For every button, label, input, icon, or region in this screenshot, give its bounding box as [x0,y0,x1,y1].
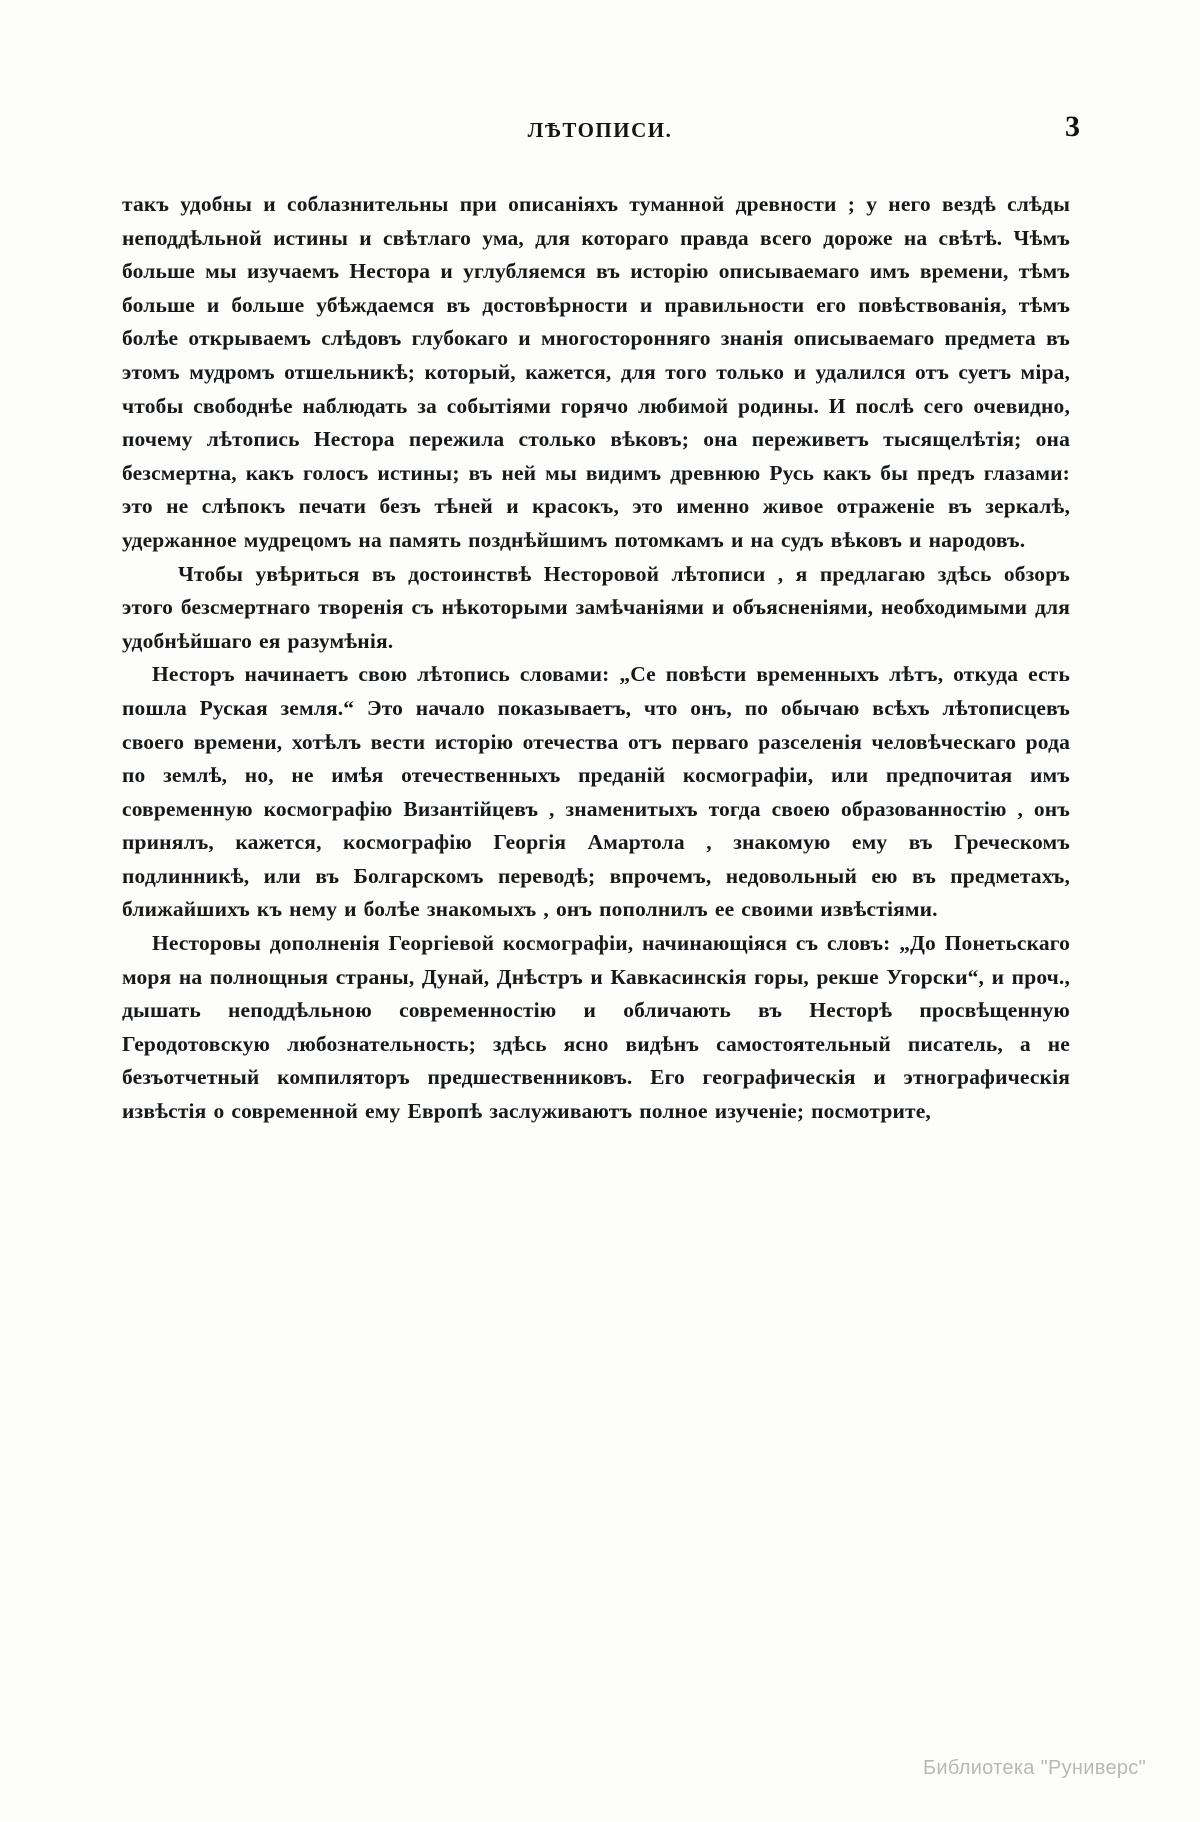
paragraph-1: такъ удобны и соблазнительны при описаніяхъ туманной древности ; у него вездѣ слѣды неподдѣльной истины и свѣтлаго ума, для котораго правда всего дороже на свѣтѣ. Чѣмъ больше мы изучаемъ Нестора и углубляемся въ исторію описываемаго имъ времени, тѣмъ больше и больше убѣждаемся въ достовѣрности и правильности его повѣствованія, тѣмъ болѣе открываемъ слѣдовъ глубокаго и многосторонняго знанія описываемаго предмета въ этомъ мудромъ отшельникѣ; который, кажется, для того только и удалился отъ суетъ міра, чтобы свободнѣе наблюдать за событіями горячо любимой родины. И послѣ сего очевидно, почему лѣтопись Нестора пережила столько вѣковъ; она переживетъ тысящелѣтія; она безсмертна, какъ голосъ истины; въ ней мы видимъ древнюю Русь какъ бы предъ глазами: это не слѣпокъ печати безъ тѣней и красокъ, это именно живое отраженіе въ зеркалѣ, удержанное мудрецомъ на память позднѣйшимъ потомкамъ и на судъ вѣковъ и народовъ. [122,192,1070,552]
running-head: ЛѢТОПИСИ. [527,118,673,142]
page-number: 3 [1065,110,1080,143]
page-header [120,110,1080,158]
paragraph-4: Несторовы дополненія Георгіевой космографіи, начинающіяся съ словъ: „До Понетьскаго моря на полнощныя страны, Дунай, Днѣстръ и Кавкасинскія горы, рекше Угорски“, и проч., дышать неподдѣльною современностію и обличають въ Несторѣ просвѣщенную Геродотовскую любознательность; здѣсь ясно видѣнъ самостоятельный писатель, а не безъотчетный компиляторъ предшественниковъ. Его географическія и этнографическія извѣстія о современной ему Европѣ заслуживаютъ полное изученіе; посмотрите, [122,931,1070,1124]
body-text [122,188,1070,1129]
paragraph-3: Несторъ начинаетъ свою лѣтопись словами: „Се повѣсти временныхъ лѣтъ, откуда есть пошла Руская земля.“ Это начало показываетъ, что онъ, по обычаю всѣхъ лѣтописцевъ своего времени, хотѣлъ вести исторію отечества отъ перваго разселенія человѣческаго рода по землѣ, но, не имѣя отечественныхъ преданій космографіи, или предпочитая имъ современную космографію Византійцевъ , знаменитыхъ тогда своею образованностію , онъ принялъ, кажется, космографію Георгія Амартола , знакомую ему въ Греческомъ подлинникѣ, или въ Болгарскомъ переводѣ; впрочемъ, недовольный ею въ предметахъ, ближайшихъ къ нему и болѣе знакомыхъ , онъ пополнилъ ее своими извѣстіями. [122,662,1070,922]
paragraph-2: Чтобы увѣриться въ достоинствѣ Несторовой лѣтописи , я предлагаю здѣсь обзоръ этого безсмертнаго творенія съ нѣкоторыми замѣчаніями и объясненіями, необходимыми для удобнѣйшаго ея разумѣнія. [122,561,1070,653]
library-watermark: Библиотека "Руниверс" [922,1757,1146,1779]
